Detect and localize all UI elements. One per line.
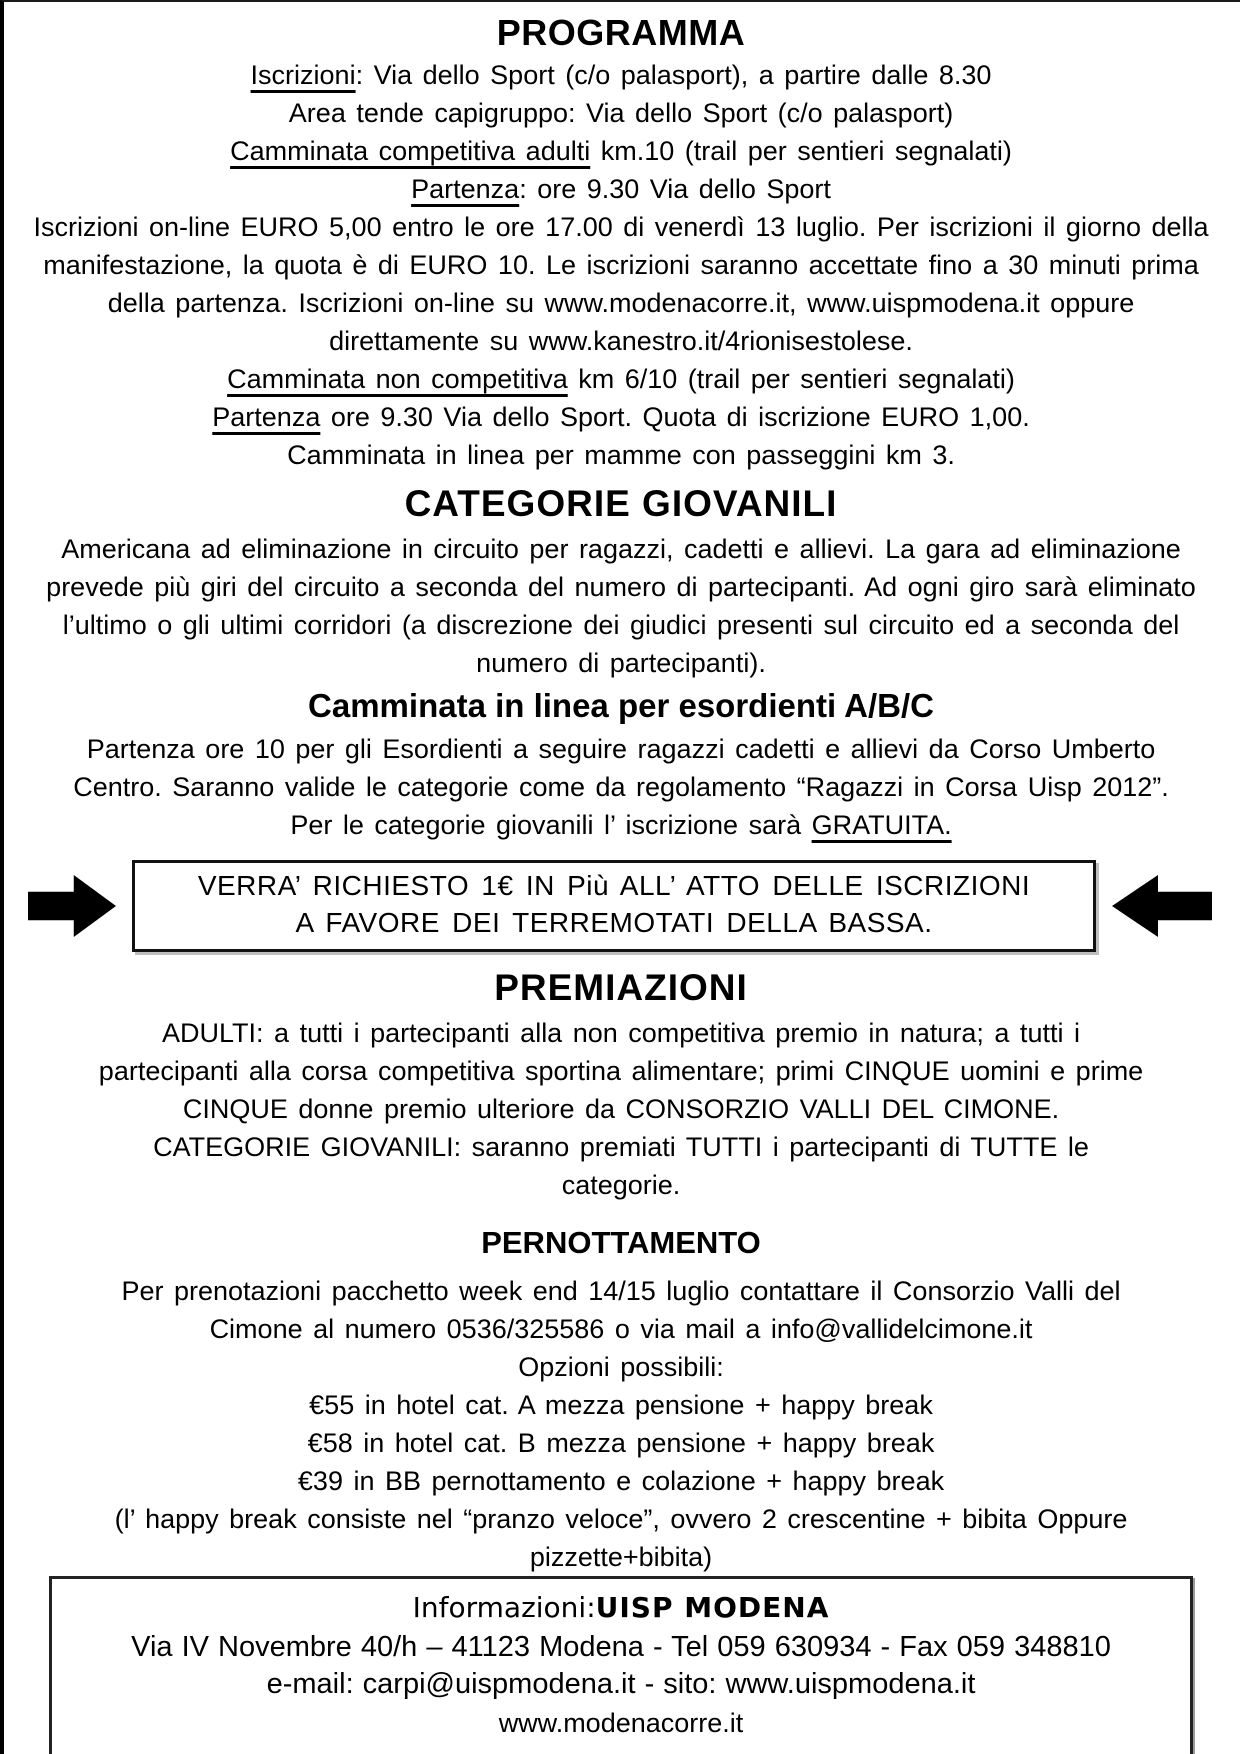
start-detail: : ore 9.30 Via dello Sport xyxy=(519,174,831,204)
adults-awards-paragraph: ADULTI: a tutti i partecipanti alla non competitiva premio in natura; a tutti i partecipanti alla corsa competitiva sportina alimentare; primi CINQUE uomini e prime CINQUE donne premio ulteriore da CONSORZIO VALLI DEL CIMONE. xyxy=(98,1018,1144,1124)
option-hotel-b: €58 in hotel cat. B mezza pensione + happy break xyxy=(307,1428,935,1458)
start-term: Partenza xyxy=(411,174,520,204)
footer-org-name: UISP MODENA xyxy=(595,1591,830,1624)
youth-awards-paragraph: CATEGORIE GIOVANILI: saranno premiati TUTTI i partecipanti di TUTTE le categorie. xyxy=(153,1132,1089,1200)
americana-paragraph: Americana ad eliminazione in circuito per ragazzi, cadetti e allievi. La gara ad eliminazione prevede più giri del circuito a seconda del numero di partecipanti. Ad ogni giro sarà eliminato l’ultimo o gli ultimi corridori (a discrezione dei giudici presenti sul circuito ed a seconda del numero di partecipanti). xyxy=(46,534,1196,678)
overnight-heading: PERNOTTAMENTO xyxy=(481,1225,761,1260)
overnight-booking-paragraph: Per prenotazioni pacchetto week end 14/15 luglio contattare il Consorzio Valli del Cimone al numero 0536/325586 o via mail a info@vallidelcimone.it xyxy=(121,1276,1121,1344)
option-hotel-a: €55 in hotel cat. A mezza pensione + happy break xyxy=(309,1390,933,1420)
footer-contacts: e-mail: carpi@uispmodena.it - sito: www.uispmodena.it xyxy=(266,1668,976,1700)
start-fee-term: Partenza xyxy=(212,402,321,432)
notice-line-2: A FAVORE DEI TERREMOTATI DELLA BASSA. xyxy=(295,907,933,938)
tent-area-line: Area tende capigruppo: Via dello Sport (c/o palasport) xyxy=(288,98,954,128)
non-competitive-walk-detail: km 6/10 (trail per sentieri segnalati) xyxy=(567,364,1015,394)
free-registration-term: GRATUITA. xyxy=(811,810,952,840)
competitive-walk-term: Camminata competitiva adulti xyxy=(230,136,591,166)
footer-title xyxy=(64,1587,1178,1629)
awards-heading: PREMIAZIONI xyxy=(494,967,748,1008)
happy-break-note: (l’ happy break consiste nel “pranzo veloce”, ovvero 2 crescentine + bibita Oppure pizzette+bibita) xyxy=(114,1504,1128,1572)
online-registration-paragraph: Iscrizioni on-line EURO 5,00 entro le ore 17.00 di venerdì 13 luglio. Per iscrizioni il giorno della manifestazione, la quota è di EURO 10. Le iscrizioni saranno accettate fino a 30 minuti prima della partenza. Iscrizioni on-line su www.modenacorre.it, www.uispmodena.it oppure direttamente su www.kanestro.it/4rionisestolese. xyxy=(33,212,1209,356)
competitive-walk-detail: km.10 (trail per sentieri segnalati) xyxy=(590,136,1012,166)
options-label: Opzioni possibili: xyxy=(518,1352,724,1382)
non-competitive-walk-term: Camminata non competitiva xyxy=(227,364,568,394)
beginners-walk-heading: Camminata in linea per esordienti A/B/C xyxy=(308,687,934,724)
youth-categories-heading: CATEGORIE GIOVANILI xyxy=(404,483,838,524)
notice-line-1: VERRA’ RICHIESTO 1€ IN Più ALL’ ATTO DELLE ISCRIZIONI xyxy=(197,870,1031,901)
non-competitive-walk-line xyxy=(28,360,1214,398)
registrations-term: Iscrizioni xyxy=(250,60,356,90)
beginners-paragraph-text: Partenza ore 10 per gli Esordienti a seguire ragazzi cadetti e allievi da Corso Umberto Centro. Saranno valide le categorie come da regolamento “Ragazzi in Corsa Uisp 2012”. Per le categorie giovanili l’ iscrizione sarà xyxy=(73,734,1169,840)
footer-info-box xyxy=(49,1576,1193,1754)
registrations-detail: : Via dello Sport (c/o palasport), a partire dalle 8.30 xyxy=(355,60,992,90)
beginners-paragraph xyxy=(71,730,1171,844)
competitive-walk-line xyxy=(28,132,1214,170)
earthquake-notice-box xyxy=(132,860,1096,952)
footer-info-label: Informazioni: xyxy=(412,1591,596,1624)
page-title: PROGRAMMA xyxy=(496,12,746,53)
footer-address: Via IV Novembre 40/h – 41123 Modena - Tel 059 630934 - Fax 059 348810 xyxy=(131,1631,1111,1663)
strollers-walk-line: Camminata in linea per mamme con passeggini km 3. xyxy=(287,440,955,470)
start-fee-line xyxy=(28,398,1214,436)
earthquake-notice-row xyxy=(28,860,1214,952)
right-pointing-arrow-icon xyxy=(28,875,116,937)
footer-website: www.modenacorre.it xyxy=(498,1708,744,1738)
start-line xyxy=(28,170,1214,208)
option-bb: €39 in BB pernottamento e colazione + happy break xyxy=(297,1466,945,1496)
start-fee-detail: ore 9.30 Via dello Sport. Quota di iscrizione EURO 1,00. xyxy=(320,402,1030,432)
registrations-line xyxy=(28,56,1214,94)
left-pointing-arrow-icon xyxy=(1112,875,1212,937)
